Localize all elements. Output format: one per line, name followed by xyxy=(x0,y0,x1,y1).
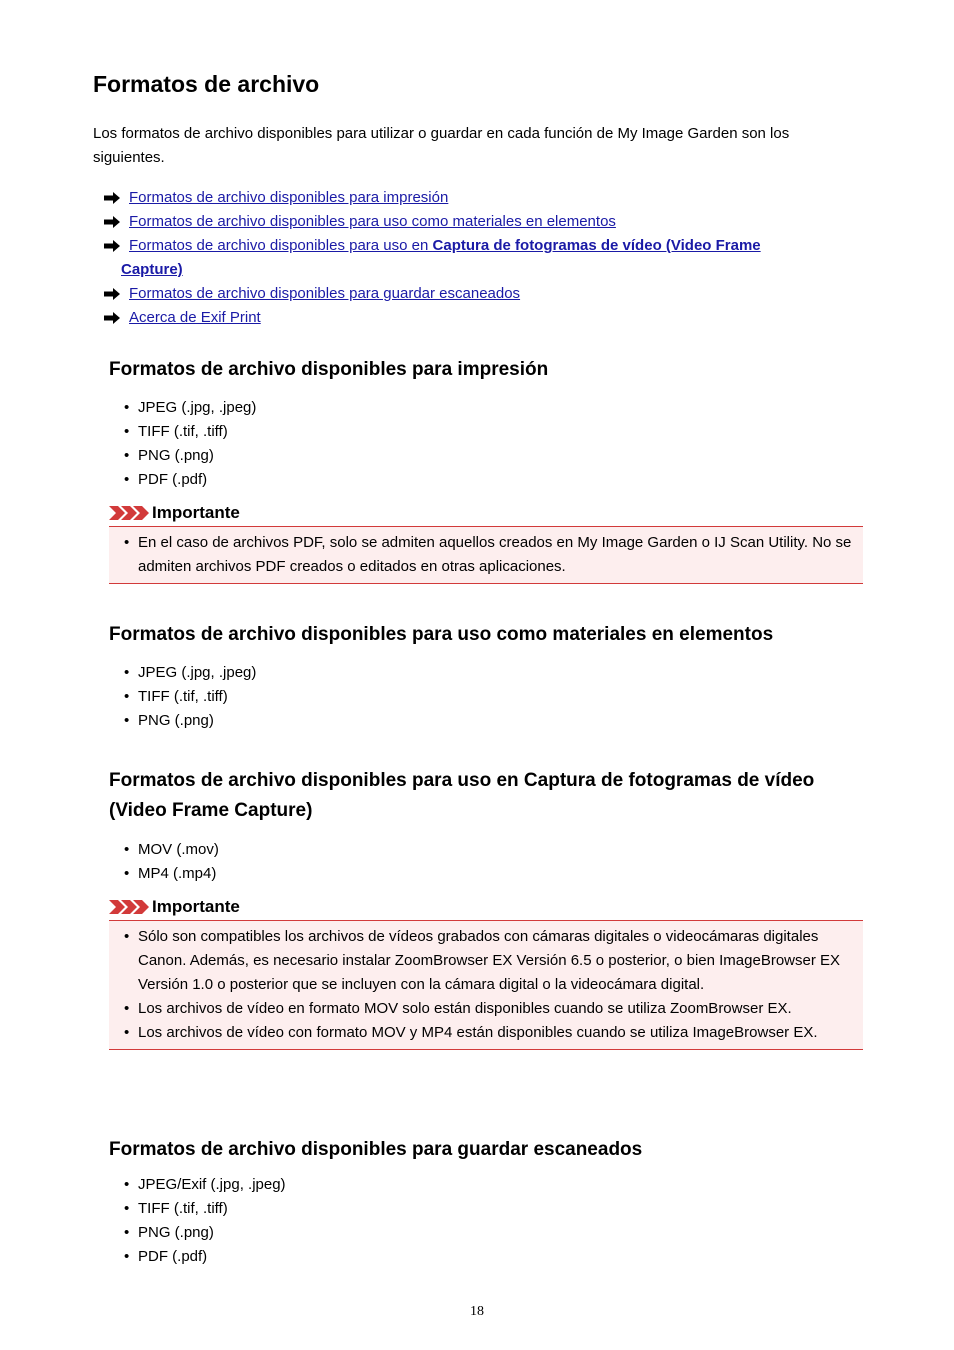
section-print xyxy=(109,355,863,584)
section-materials xyxy=(109,620,863,733)
format-list xyxy=(109,1173,863,1269)
important-title: Importante xyxy=(152,897,240,916)
arrow-right-icon xyxy=(103,311,121,325)
list-item: • PDF (.pdf) xyxy=(109,1245,863,1269)
list-item: • Los archivos de vídeo en formato MOV solo están disponibles cuando se utiliza ZoomBrowser EX. xyxy=(109,997,859,1021)
format-list xyxy=(109,661,863,733)
toc-list xyxy=(103,186,843,330)
list-item: • TIFF (.tif, .tiff) xyxy=(109,1197,863,1221)
toc-item xyxy=(103,210,843,234)
important-list xyxy=(109,531,859,579)
toc-item xyxy=(103,282,843,306)
important-chevrons-icon xyxy=(109,899,149,915)
toc-link-exif[interactable]: Acerca de Exif Print xyxy=(129,309,261,326)
list-item: • PDF (.pdf) xyxy=(109,468,863,492)
format-list xyxy=(109,838,863,886)
toc-link-video-prefix: Formatos de archivo disponibles para uso en xyxy=(129,237,433,254)
important-chevrons-icon xyxy=(109,505,149,521)
list-item: • PNG (.png) xyxy=(109,444,863,468)
important-list xyxy=(109,925,859,1045)
toc-item xyxy=(103,234,843,282)
list-item: • TIFF (.tif, .tiff) xyxy=(109,685,863,709)
toc-item xyxy=(103,306,843,330)
list-item: • En el caso de archivos PDF, solo se admiten aquellos creados en My Image Garden o IJ Scan Utility. No se admiten archivos PDF creados o editados en otras aplicaciones. xyxy=(109,531,859,579)
intro-paragraph: Los formatos de archivo disponibles para utilizar o guardar en cada función de My Image Garden son los siguientes. xyxy=(93,125,790,166)
section-heading: Formatos de archivo disponibles para uso en Captura de fotogramas de vídeo (Video Frame Capture) xyxy=(109,770,815,821)
arrow-right-icon xyxy=(103,239,121,253)
important-box xyxy=(109,920,863,1050)
page-title: Formatos de archivo xyxy=(93,71,320,97)
toc-link-materials[interactable]: Formatos de archivo disponibles para uso como materiales en elementos xyxy=(129,213,616,230)
important-title: Importante xyxy=(152,503,240,522)
important-box xyxy=(109,526,863,584)
important-header xyxy=(109,500,863,526)
list-item: • JPEG/Exif (.jpg, .jpeg) xyxy=(109,1173,863,1197)
toc-link-video[interactable] xyxy=(121,237,843,282)
list-item: • TIFF (.tif, .tiff) xyxy=(109,420,863,444)
section-video xyxy=(109,766,863,1050)
section-heading: Formatos de archivo disponibles para guardar escaneados xyxy=(109,1139,643,1160)
list-item: • Sólo son compatibles los archivos de vídeos grabados con cámaras digitales o videocámaras digitales Canon. Además, es necesario instalar ZoomBrowser EX Versión 6.5 o posterior, o bien ImageBrowser EX Versión 1.0 o posterior que se incluyen con la cámara digital o la videocámara digital. xyxy=(109,925,859,997)
section-scan xyxy=(109,1135,863,1269)
list-item: • MP4 (.mp4) xyxy=(109,862,863,886)
page-number: 18 xyxy=(470,1304,484,1319)
important-header xyxy=(109,894,863,920)
arrow-right-icon xyxy=(103,191,121,205)
list-item: • JPEG (.jpg, .jpeg) xyxy=(109,396,863,420)
toc-link-scan[interactable]: Formatos de archivo disponibles para guardar escaneados xyxy=(129,285,521,302)
arrow-right-icon xyxy=(103,215,121,229)
list-item: • PNG (.png) xyxy=(109,709,863,733)
arrow-right-icon xyxy=(103,287,121,301)
list-item: • PNG (.png) xyxy=(109,1221,863,1245)
toc-link-print[interactable]: Formatos de archivo disponibles para impresión xyxy=(129,189,449,206)
list-item: • MOV (.mov) xyxy=(109,838,863,862)
section-heading: Formatos de archivo disponibles para uso como materiales en elementos xyxy=(109,624,774,645)
format-list xyxy=(109,396,863,492)
list-item: • JPEG (.jpg, .jpeg) xyxy=(109,661,863,685)
toc-link-video-cont: Capture) xyxy=(121,261,183,278)
list-item: • Los archivos de vídeo con formato MOV y MP4 están disponibles cuando se utiliza ImageBrowser EX. xyxy=(109,1021,859,1045)
toc-link-video-bold: Captura de fotogramas de vídeo (Video Frame xyxy=(432,237,761,254)
section-heading: Formatos de archivo disponibles para impresión xyxy=(109,359,549,380)
toc-item xyxy=(103,186,843,210)
